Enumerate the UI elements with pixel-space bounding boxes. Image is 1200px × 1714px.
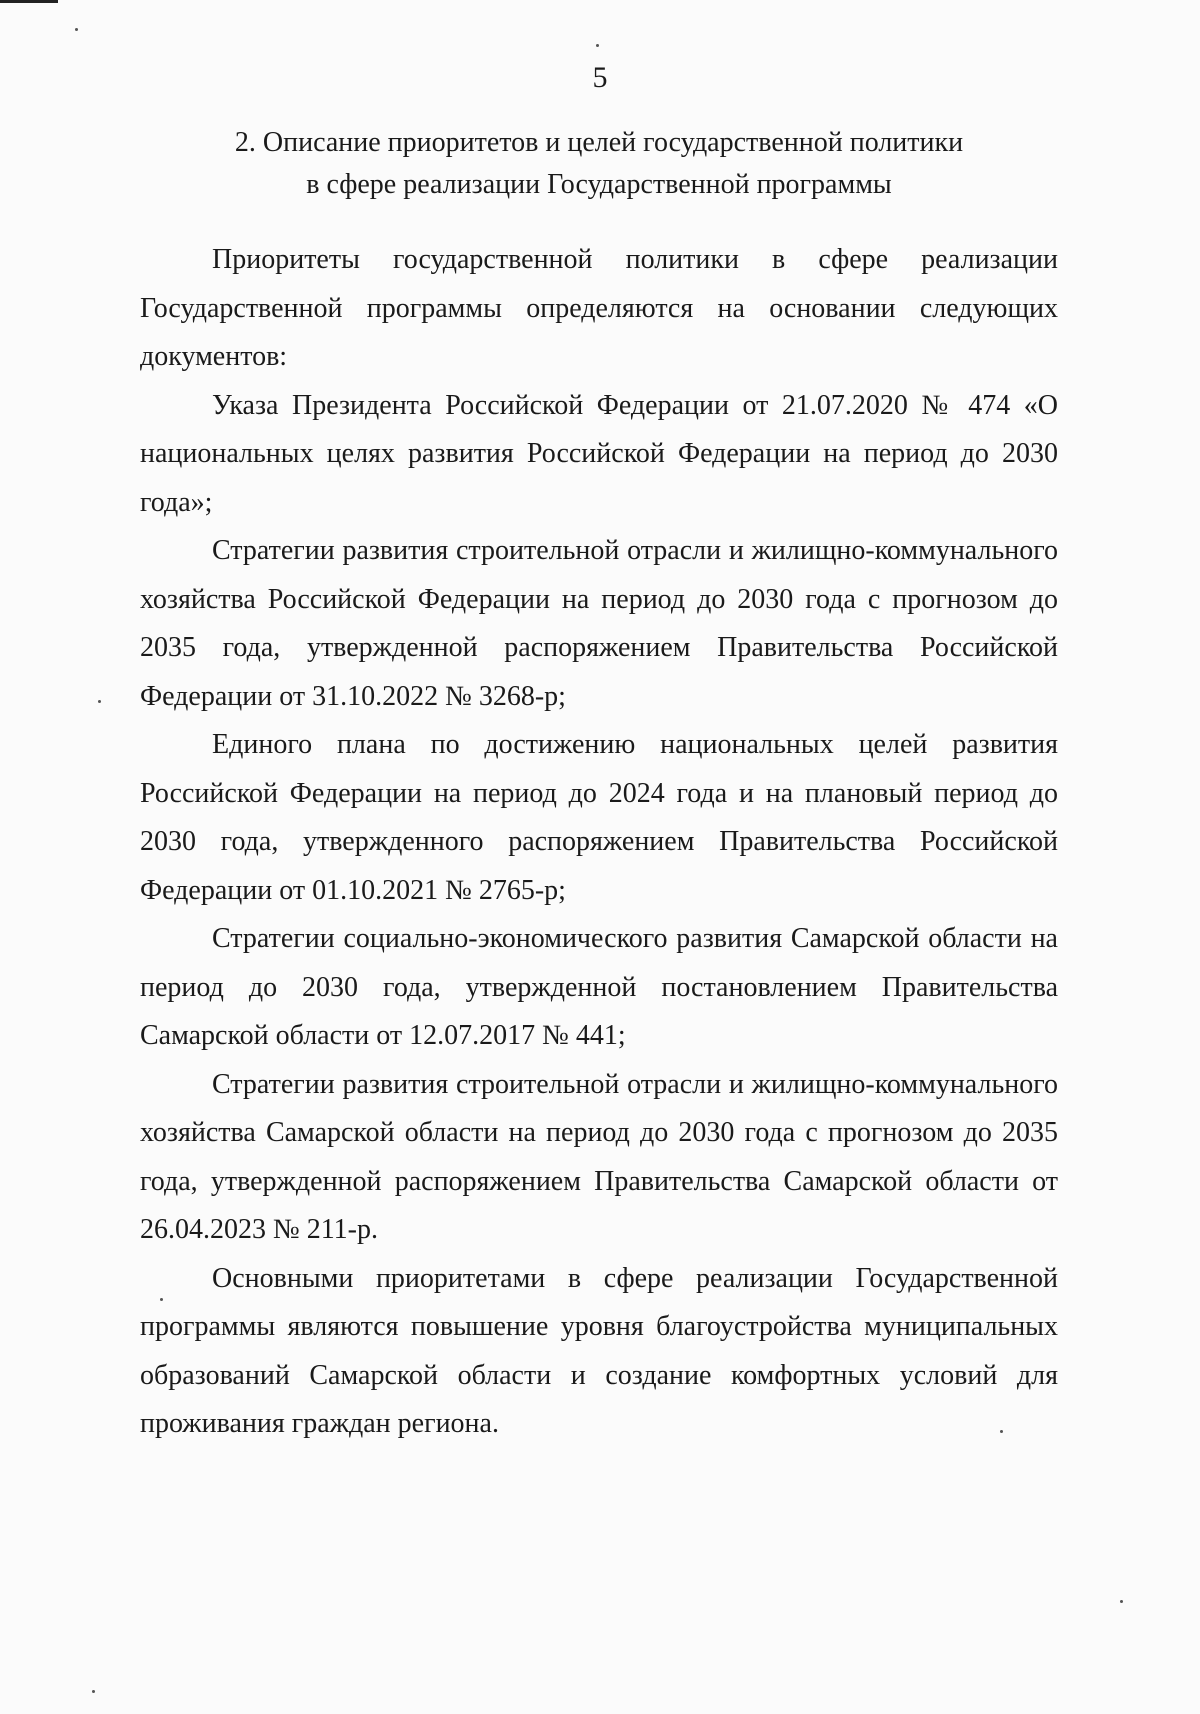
paragraph-main-priorities: Основными приоритетами в сфере реализации Государственной программы являются повышение уровня благоустройства муниципальных образований Самарской области и создание комфортных условий для проживания граждан региона. (140, 1262, 1058, 1439)
paragraph-unified-plan: Единого плана по достижению национальных целей развития Российской Федерации на период до 2024 года и на плановый период до 2030 года, утвержденного распоряжением Правительства Российской Федерации от 01.10.2021 № 2765-р; (140, 729, 1058, 906)
scan-speck (1120, 1600, 1123, 1603)
scan-speck (596, 44, 599, 47)
page-number: 5 (592, 61, 608, 94)
scan-corner-mark (0, 0, 58, 3)
section-title (140, 122, 1058, 206)
scan-speck (75, 28, 78, 31)
scan-speck (98, 700, 101, 703)
paragraph-presidential-decree: Указа Президента Российской Федерации от 21.07.2020 № 474 «О национальных целях развития Российской Федерации на период до 2030 года»; (140, 389, 1058, 518)
paragraph-priorities-intro: Приоритеты государственной политики в сфере реализации Государственной программы определяются на основании следующих документов: (140, 244, 1058, 372)
paragraph-samara-construction-strategy: Стратегии развития строительной отрасли и жилищно-коммунального хозяйства Самарской области на период до 2030 года с прогнозом до 2035 года, утвержденной распоряжением Правительства Самарской области от 26.04.2023 № 211-р. (140, 1068, 1058, 1245)
document-body (140, 236, 1058, 1449)
section-title-line-2: в сфере реализации Государственной программы (306, 169, 892, 200)
section-title-line-1: 2. Описание приоритетов и целей государственной политики (234, 127, 964, 158)
paragraph-samara-socioeconomic-strategy: Стратегии социально-экономического развития Самарской области на период до 2030 года, утвержденной постановлением Правительства Самарской области от 12.07.2017 № 441; (140, 923, 1058, 1051)
paragraph-federal-construction-strategy: Стратегии развития строительной отрасли и жилищно-коммунального хозяйства Российской Федерации на период до 2030 года с прогнозом до 2035 года, утвержденной распоряжением Правительства Российской Федерации от 31.10.2022 № 3268-р; (140, 535, 1058, 712)
scan-speck (92, 1690, 95, 1693)
